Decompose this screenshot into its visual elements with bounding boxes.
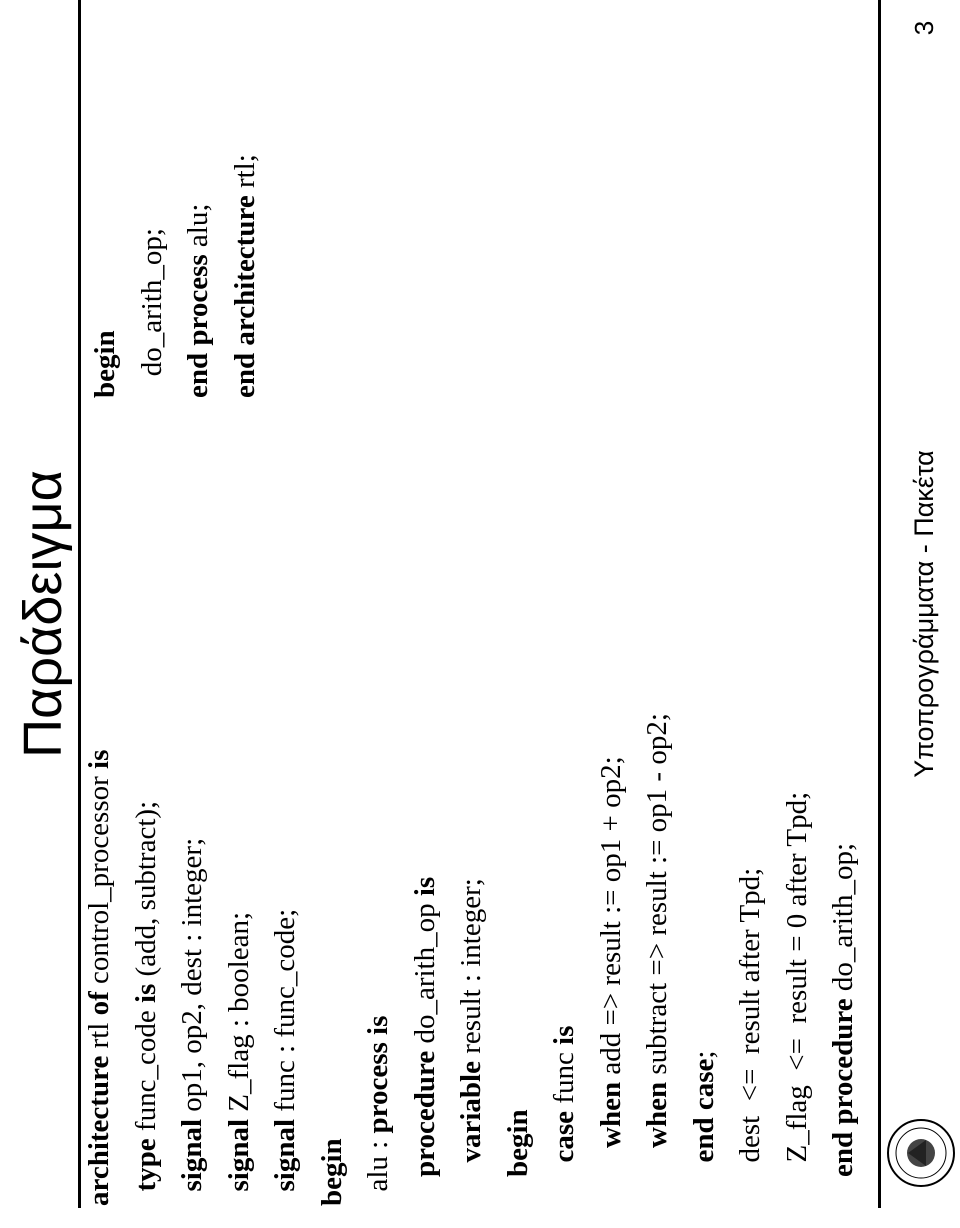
code-line <box>129 801 163 1206</box>
code-keyword: case <box>548 1110 580 1206</box>
code-line <box>135 228 169 398</box>
code-keyword: variable <box>455 1061 487 1206</box>
code-text: alu; <box>182 203 214 255</box>
code-line <box>181 204 215 398</box>
code-line <box>222 912 256 1206</box>
code-line <box>361 1016 395 1206</box>
code-keyword: of <box>83 991 115 1016</box>
code-keyword: signal <box>176 1118 208 1206</box>
bottom-rule <box>878 0 881 1208</box>
code-line <box>640 713 674 1206</box>
code-keyword: begin <box>89 330 121 398</box>
code-line <box>454 878 488 1206</box>
page-number: 3 <box>909 20 939 36</box>
code-keyword: is <box>83 749 115 769</box>
code-line <box>547 1026 581 1206</box>
code-line <box>228 154 262 398</box>
code-keyword: is <box>408 876 441 897</box>
code-keyword: procedure <box>408 1050 441 1206</box>
code-text: rtl; <box>228 154 261 196</box>
code-line <box>175 838 209 1206</box>
code-keyword: end process <box>182 254 214 398</box>
code-text: control_processor <box>83 768 115 992</box>
code-keyword: begin <box>315 1138 348 1206</box>
code-line <box>88 330 122 398</box>
code-line <box>315 1138 349 1206</box>
code-line <box>501 1109 535 1206</box>
code-line <box>780 792 814 1206</box>
code-text: do_arith_op; <box>135 228 168 398</box>
slide-footer: Υποπρογράμματα - Πακέτα <box>909 450 939 778</box>
code-text: ; <box>687 1050 720 1059</box>
code-keyword: is <box>129 983 162 1004</box>
code-text: rtl <box>83 1015 115 1056</box>
code-keyword: when <box>594 1081 627 1206</box>
code-keyword: end case <box>687 1058 720 1206</box>
code-line <box>733 868 767 1206</box>
code-keyword: end architecture <box>228 195 261 398</box>
code-text: add => result := op1 + op2; <box>594 756 627 1082</box>
top-rule <box>78 0 81 1208</box>
code-text: Z_flag : boolean; <box>222 912 255 1119</box>
code-keyword: signal <box>269 1118 301 1206</box>
code-line <box>594 756 628 1206</box>
code-text: op1, op2, dest : integer; <box>176 837 208 1119</box>
code-line <box>826 843 860 1206</box>
code-text: Z_flag <= result = 0 after Tpd; <box>780 791 813 1206</box>
code-line <box>687 1051 721 1206</box>
code-keyword: end procedure <box>827 998 859 1206</box>
code-line <box>268 909 302 1206</box>
code-keyword: architecture <box>83 1055 115 1206</box>
code-text: alu : <box>362 1133 394 1206</box>
code-text: subtract => result := op1 - op2; <box>641 713 673 1082</box>
code-text: func <box>548 1044 580 1111</box>
slide-title: Παράδειγμα <box>13 470 73 758</box>
code-keyword: signal <box>222 1118 255 1206</box>
code-text: dest <= result after Tpd; <box>734 867 766 1206</box>
code-text: result : integer; <box>455 878 487 1061</box>
code-text: func_code <box>129 1003 162 1139</box>
code-line <box>82 750 116 1206</box>
code-keyword: type <box>129 1138 162 1206</box>
code-text: func : func_code; <box>269 908 301 1119</box>
code-text: do_arith_op <box>408 896 441 1051</box>
code-keyword: is <box>548 1025 580 1045</box>
code-keyword: process is <box>362 1015 394 1134</box>
code-line <box>408 877 442 1206</box>
code-keyword: begin <box>501 1109 534 1206</box>
code-text: (add, subtract); <box>129 800 162 984</box>
code-text: do_arith_op; <box>827 842 859 999</box>
code-keyword: when <box>641 1081 673 1206</box>
